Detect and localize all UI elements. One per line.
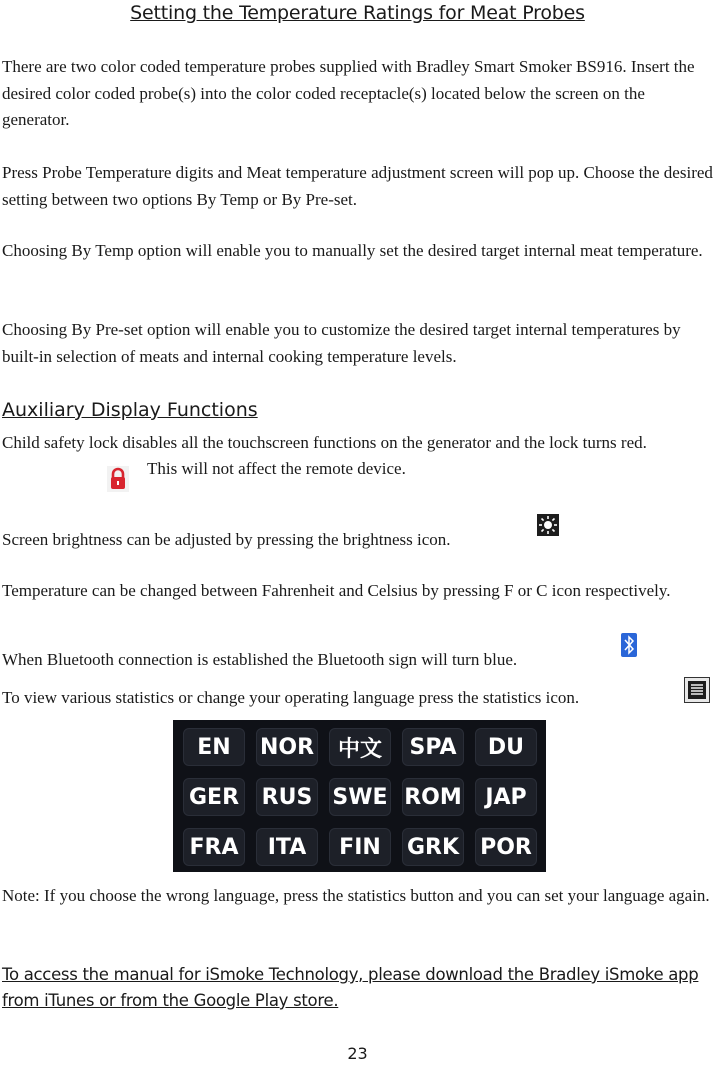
page-title: Setting the Temperature Ratings for Meat Probes [130,2,585,24]
download-app-note: To access the manual for iSmoke Technology, please download the Bradley iSmoke app from iTunes or from the Google Play store. [2,965,699,1010]
lang-button-chinese[interactable]: 中文 [329,728,391,766]
language-selector-panel [173,720,546,872]
lang-button-ger[interactable]: GER [183,778,245,816]
lang-button-fin[interactable]: FIN [329,828,391,866]
page-number: 23 [347,1044,368,1063]
lock-icon [107,466,129,492]
section-heading: Auxiliary Display Functions [2,399,258,421]
paragraph-brightness: Screen brightness can be adjusted by pressing the brightness icon. [2,530,451,549]
lang-button-por[interactable]: POR [475,828,537,866]
lang-button-swe[interactable]: SWE [329,778,391,816]
lang-button-du[interactable]: DU [475,728,537,766]
lang-button-rom[interactable]: ROM [402,778,464,816]
paragraph-language-note: Note: If you choose the wrong language, press the statistics button and you can set your language again. [2,886,710,905]
lang-button-fra[interactable]: FRA [183,828,245,866]
lang-button-en[interactable]: EN [183,728,245,766]
lang-button-ita[interactable]: ITA [256,828,318,866]
lang-button-nor[interactable]: NOR [256,728,318,766]
lock-text: Child safety lock disables all the touchscreen functions on the generator and the lock turns red. [2,433,647,452]
paragraph-bluetooth: When Bluetooth connection is established the Bluetooth sign will turn blue. [2,650,518,669]
paragraph-probes: There are two color coded temperature probes supplied with Bradley Smart Smoker BS916. Insert the desired color coded probe(s) into the color coded receptacle(s) located below the screen on the generator. [2,57,695,129]
lock-remote-note: This will not affect the remote device. [147,459,406,478]
lang-button-rus[interactable]: RUS [256,778,318,816]
paragraph-by-preset: Choosing By Pre-set option will enable you to customize the desired target internal temperatures by built-in selection of meats and internal cooking temperature levels. [2,320,681,366]
lang-button-jap[interactable]: JAP [475,778,537,816]
paragraph-temp-units: Temperature can be changed between Fahrenheit and Celsius by pressing F or C icon respectively. [2,581,671,600]
paragraph-child-lock [2,430,714,457]
paragraph-probe-screen: Press Probe Temperature digits and Meat temperature adjustment screen will pop up. Choose the desired setting between two options By Temp or By Pre-set. [2,163,713,209]
paragraph-statistics: To view various statistics or change your operating language press the statistics icon. [2,688,580,707]
lang-button-spa[interactable]: SPA [402,728,464,766]
brightness-icon [537,514,559,536]
paragraph-by-temp: Choosing By Temp option will enable you to manually set the desired target internal meat temperature. [2,241,703,260]
statistics-icon [684,677,710,703]
bluetooth-icon [621,633,637,657]
lang-button-grk[interactable]: GRK [402,828,464,866]
